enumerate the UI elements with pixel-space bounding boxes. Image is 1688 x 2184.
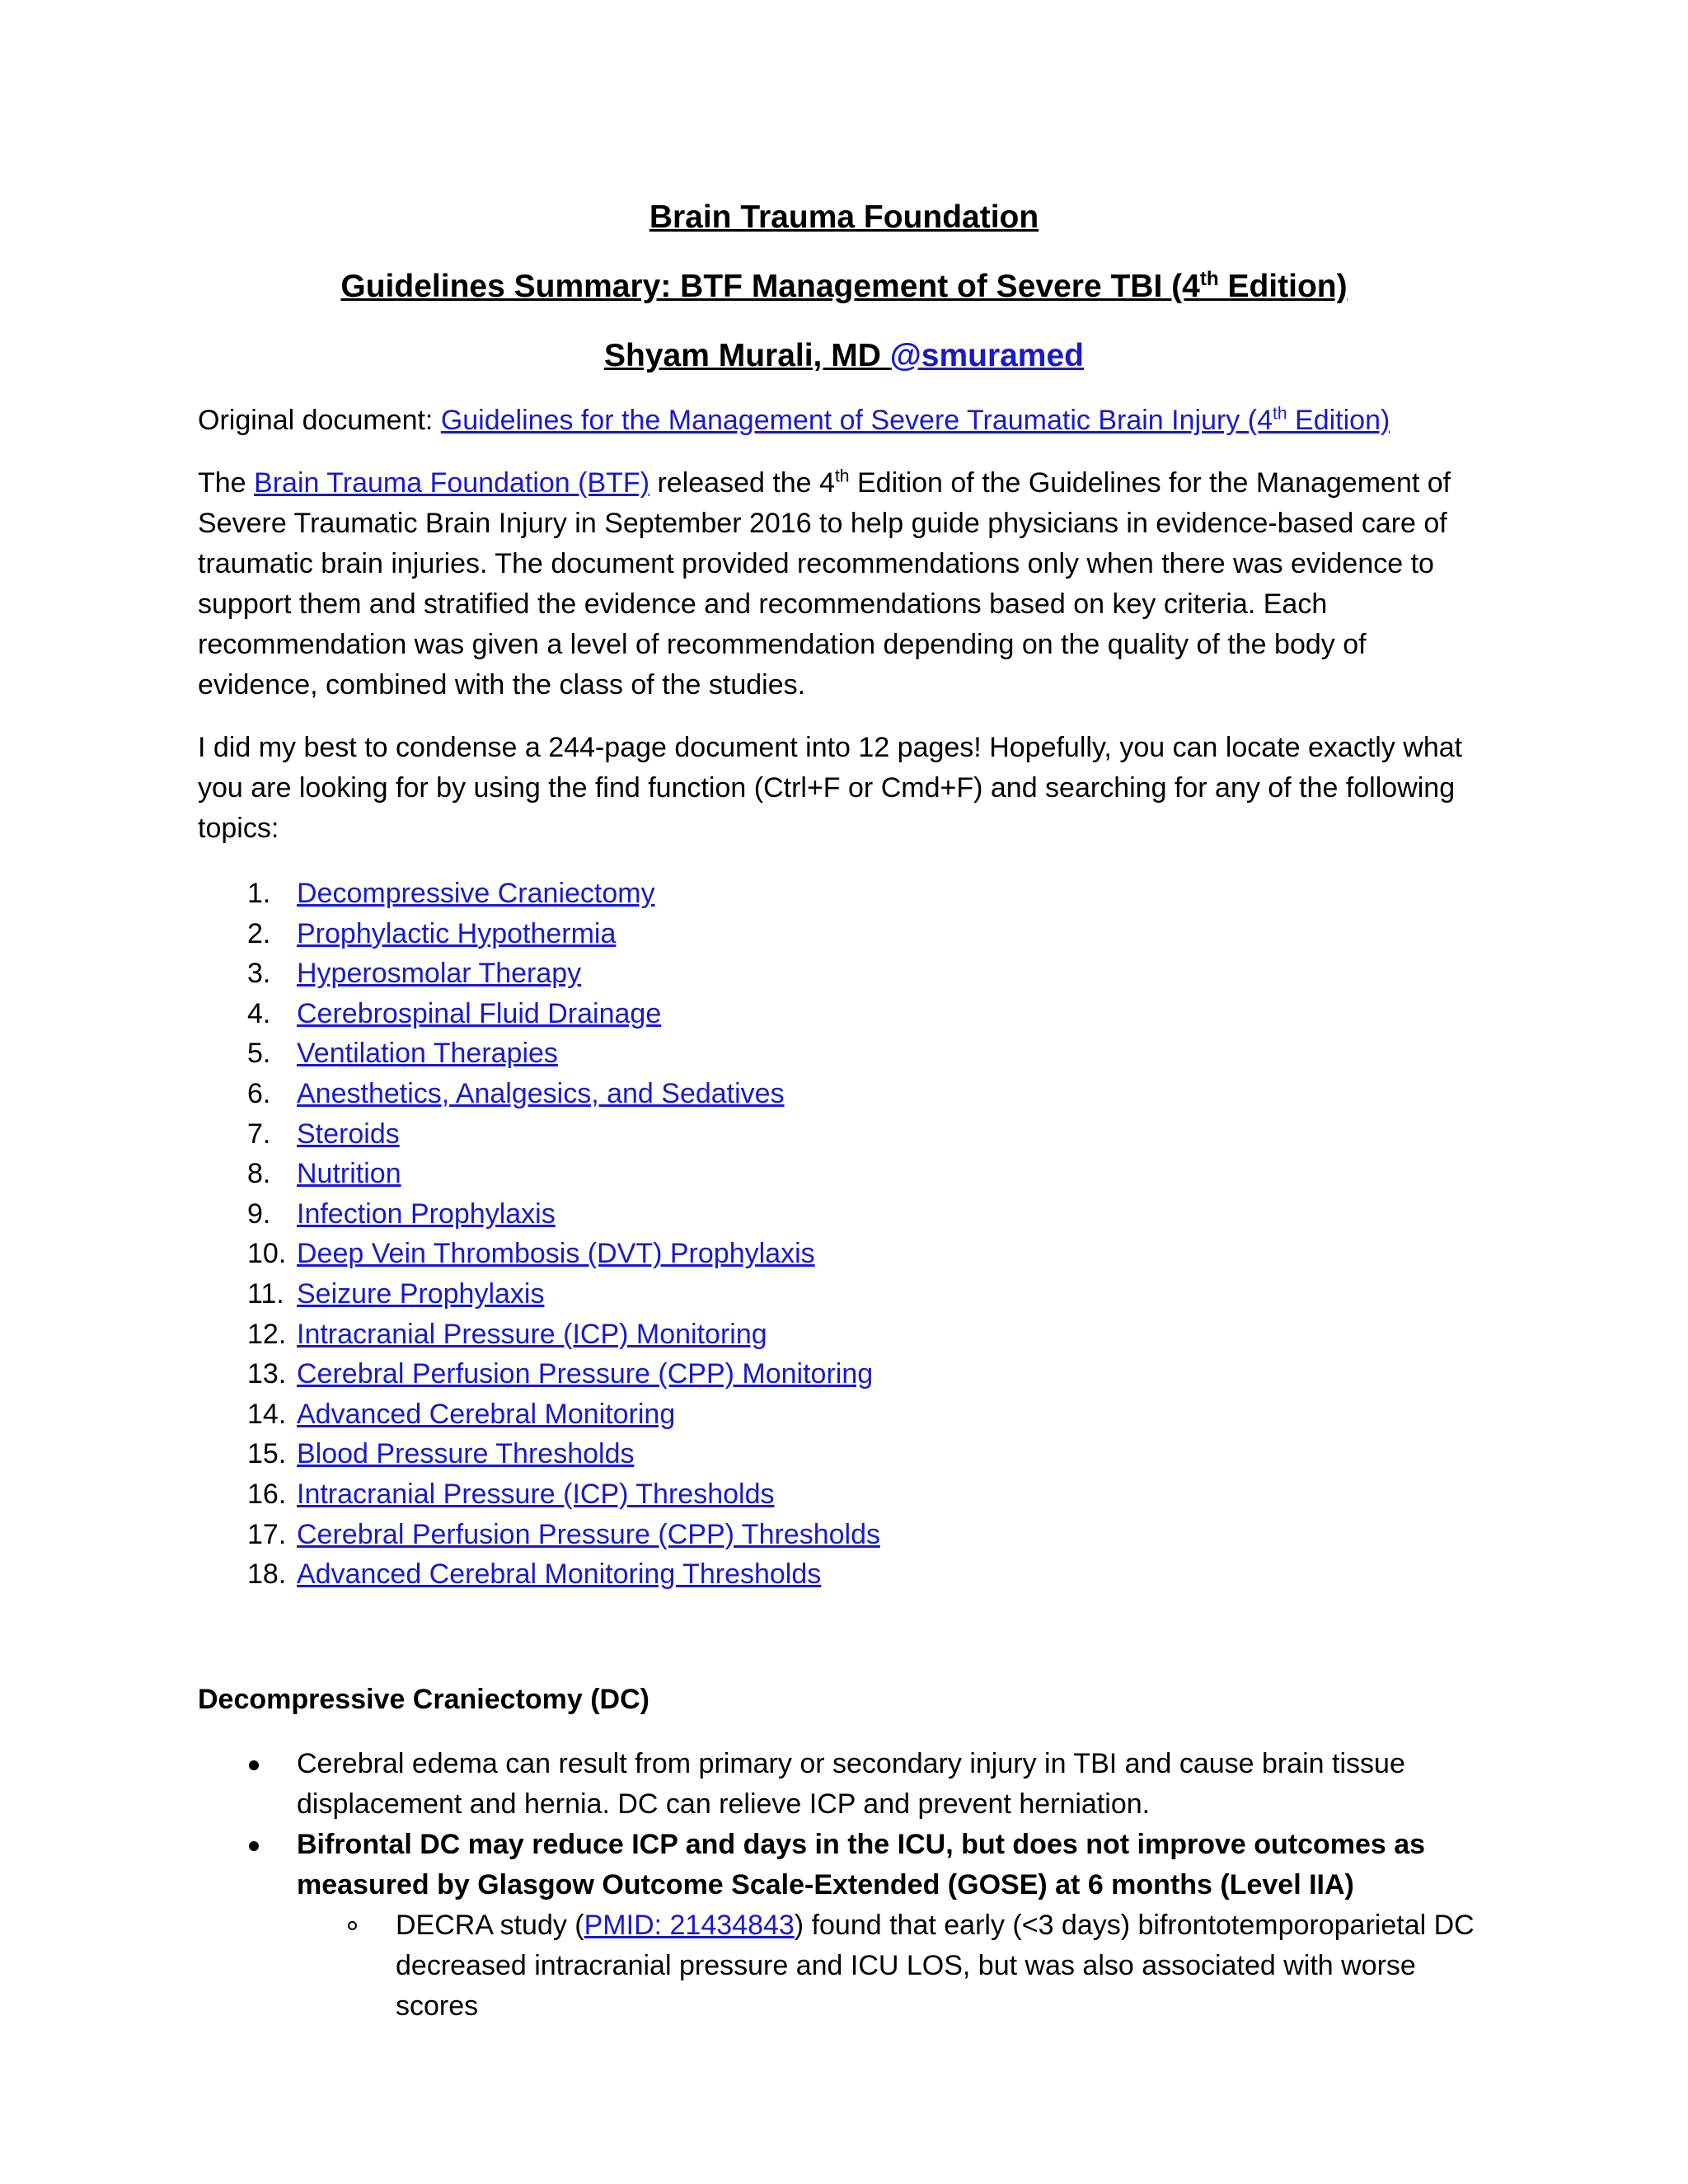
- topic-item: [198, 1434, 1490, 1474]
- topic-link[interactable]: Blood Pressure Thresholds: [297, 1438, 635, 1470]
- topic-number: 10.: [247, 1238, 287, 1270]
- topic-link[interactable]: Prophylactic Hypothermia: [297, 917, 617, 949]
- topic-number: 12.: [247, 1318, 287, 1350]
- doc-title-text: Brain Trauma Foundation: [649, 199, 1039, 235]
- topic-link[interactable]: Seizure Prophylaxis: [297, 1277, 545, 1310]
- intro-pre: The: [198, 467, 255, 499]
- original-label: Original document:: [198, 405, 441, 436]
- intro-post: Edition of the Guidelines for the Management of Severe Traumatic Brain Injury in September 2016 to help guide physicians in evidence-based care of traumatic brain injuries. The document provided recommendations only when there was evidence to support them and stratified the evidence and recommendations based on key criteria. Each recommendation was given a level of recommendation depending on the quality of the body of evidence, combined with the class of the studies.: [198, 467, 1451, 701]
- list-item: [198, 1744, 1490, 1825]
- topic-item: [198, 1234, 1490, 1274]
- original-link-post: Edition): [1287, 405, 1390, 436]
- topic-link[interactable]: Deep Vein Thrombosis (DVT) Prophylaxis: [297, 1238, 815, 1270]
- topic-link[interactable]: Infection Prophylaxis: [297, 1197, 556, 1230]
- topic-item: [198, 874, 1490, 914]
- sub-text-post: ) found that early (<3 days) bifrontotemporoparietal DC decreased intracranial pressure and ICU LOS, but was also associated with worse scores: [396, 1909, 1475, 2022]
- topic-number: 3.: [247, 958, 271, 990]
- topic-item: [198, 1354, 1490, 1394]
- author-name: Shyam Murali, MD: [603, 338, 890, 373]
- bullet-text: Bifrontal DC may reduce ICP and days in the ICU, but does not improve outcomes as measured by Glasgow Outcome Scale-Extended (GOSE) at 6 months (Level IIA): [297, 1828, 1426, 1900]
- topic-number: 4.: [247, 997, 271, 1029]
- topic-item: [198, 954, 1490, 994]
- sub-bullets: [297, 1905, 1490, 2027]
- original-link-pre: Guidelines for the Management of Severe Traumatic Brain Injury (4: [440, 405, 1273, 436]
- doc-title: [198, 198, 1490, 237]
- topic-item: [198, 1194, 1490, 1235]
- topic-item: [198, 1274, 1490, 1315]
- bullet-icon: [249, 1760, 259, 1770]
- topic-number: 14.: [247, 1398, 287, 1430]
- topic-number: 9.: [247, 1197, 271, 1230]
- intro-paragraph: [198, 463, 1490, 705]
- topic-number: 8.: [247, 1158, 271, 1190]
- topic-link[interactable]: Intracranial Pressure (ICP) Monitoring: [297, 1318, 767, 1350]
- topic-list: [198, 874, 1490, 1595]
- topic-item: [198, 1474, 1490, 1515]
- topic-item: [198, 1074, 1490, 1114]
- topic-number: 11.: [247, 1277, 284, 1310]
- topic-item: [198, 1033, 1490, 1074]
- topic-link[interactable]: Steroids: [297, 1118, 400, 1150]
- author-handle-link[interactable]: @smuramed: [889, 338, 1084, 373]
- original-document-line: [198, 401, 1490, 441]
- topic-link[interactable]: Intracranial Pressure (ICP) Thresholds: [297, 1478, 775, 1510]
- topic-item: [198, 1315, 1490, 1355]
- btf-link[interactable]: Brain Trauma Foundation (BTF): [254, 467, 650, 499]
- pmid-link[interactable]: PMID: 21434843: [584, 1909, 795, 1941]
- original-document-link[interactable]: [441, 405, 1390, 436]
- topic-link[interactable]: Ventilation Therapies: [297, 1038, 558, 1070]
- topic-link[interactable]: Cerebrospinal Fluid Drainage: [297, 997, 662, 1029]
- topic-number: 15.: [247, 1438, 287, 1470]
- circle-bullet-icon: [348, 1921, 357, 1930]
- topic-item: [198, 994, 1490, 1034]
- topic-number: 2.: [247, 917, 271, 949]
- topic-number: 16.: [247, 1478, 287, 1510]
- doc-author: [198, 336, 1490, 376]
- section-heading: Decompressive Craniectomy (DC): [198, 1683, 649, 1715]
- topic-number: 13.: [247, 1358, 287, 1390]
- topic-item: [198, 1154, 1490, 1194]
- list-item: [198, 1825, 1490, 2027]
- sub-list-item: [297, 1905, 1490, 2027]
- topic-link[interactable]: Decompressive Craniectomy: [297, 878, 655, 909]
- topic-number: 1.: [247, 878, 271, 909]
- doc-subtitle: [198, 267, 1490, 307]
- sub-text-pre: DECRA study (: [396, 1909, 584, 1941]
- subtitle-pre: Guidelines Summary: BTF Management of Severe TBI (4: [340, 269, 1200, 304]
- bullet-text: Cerebral edema can result from primary or secondary injury in TBI and cause brain tissue displacement and hernia. DC can relieve ICP and prevent herniation.: [297, 1747, 1405, 1820]
- topic-link[interactable]: Nutrition: [297, 1158, 401, 1190]
- topic-link[interactable]: Anesthetics, Analgesics, and Sedatives: [297, 1077, 785, 1109]
- topic-number: 5.: [247, 1038, 271, 1070]
- topic-link[interactable]: Hyperosmolar Therapy: [297, 958, 582, 990]
- topic-item: [198, 1114, 1490, 1155]
- topic-item: [198, 1515, 1490, 1555]
- section-bullets: [198, 1744, 1490, 2027]
- intro-sup: th: [834, 466, 850, 486]
- subtitle-sup: th: [1199, 268, 1219, 290]
- bullet-icon: [249, 1841, 259, 1851]
- topic-number: 6.: [247, 1077, 271, 1109]
- topic-number: 18.: [247, 1558, 287, 1591]
- topic-item: [198, 1394, 1490, 1435]
- condense-paragraph: I did my best to condense a 244-page document into 12 pages! Hopefully, you can locate exactly what you are looking for by using the find function (Ctrl+F or Cmd+F) and searching for any of the following topics:: [198, 732, 1463, 844]
- subtitle-post: Edition): [1218, 269, 1348, 304]
- topic-link[interactable]: Advanced Cerebral Monitoring: [297, 1398, 676, 1430]
- topic-link[interactable]: Advanced Cerebral Monitoring Thresholds: [297, 1558, 822, 1591]
- topic-item: [198, 1554, 1490, 1595]
- topic-link[interactable]: Cerebral Perfusion Pressure (CPP) Thresholds: [297, 1518, 880, 1550]
- topic-number: 7.: [247, 1118, 271, 1150]
- topic-number: 17.: [247, 1518, 287, 1550]
- intro-mid: released the 4: [649, 467, 835, 499]
- topic-link[interactable]: Cerebral Perfusion Pressure (CPP) Monitoring: [297, 1358, 874, 1390]
- topic-item: [198, 914, 1490, 954]
- original-link-sup: th: [1272, 404, 1287, 424]
